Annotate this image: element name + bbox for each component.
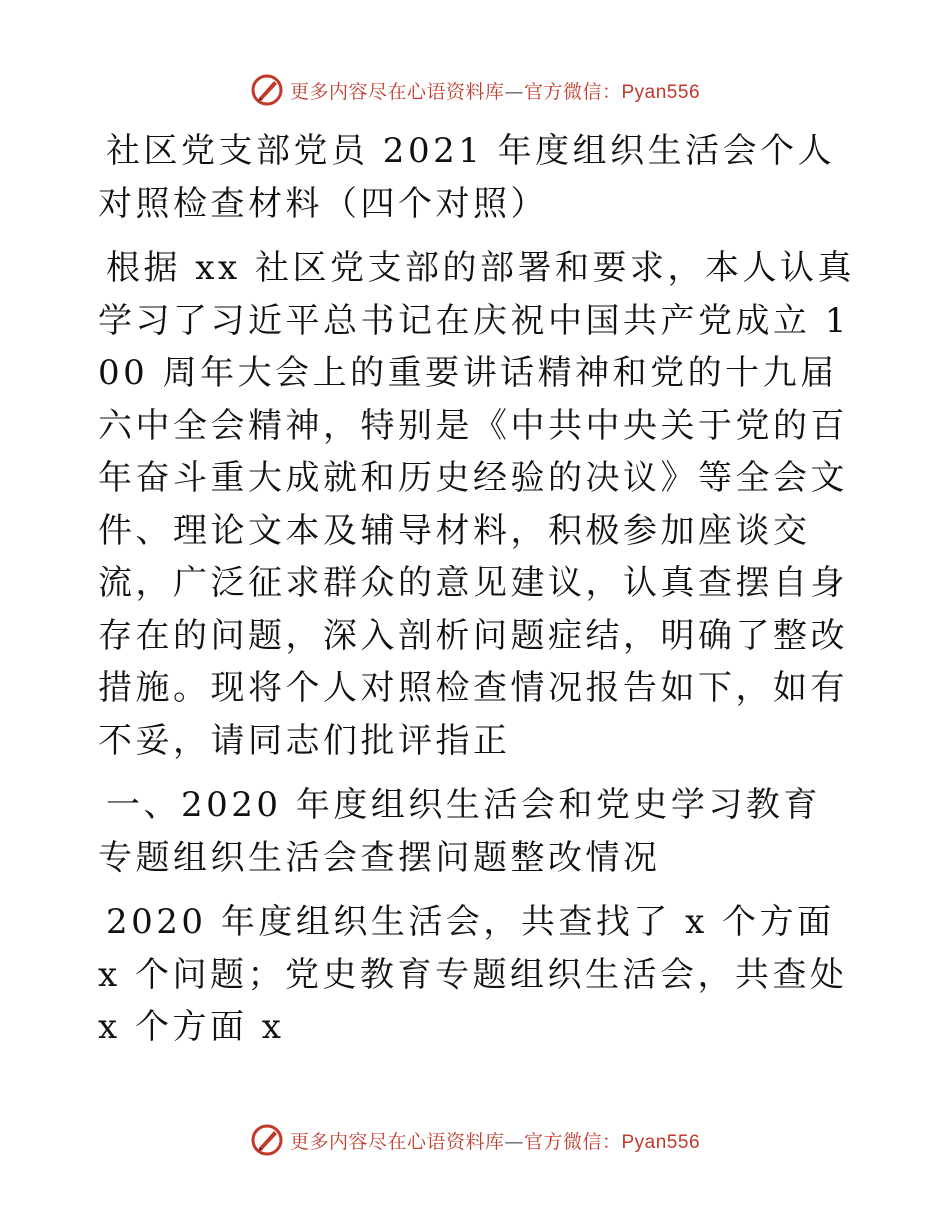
- document-body: [98, 125, 858, 1054]
- banner-separator: —: [504, 80, 524, 103]
- section-1-heading: 一、2020 年度组织生活会和党史学习教育专题组织生活会查摆问题整改情况: [98, 785, 821, 878]
- section-1-body: 2020 年度组织生活会，共查找了 x 个方面 x 个问题；党史教育专题组织生活会，共查处 x 个方面 x: [98, 902, 848, 1047]
- header-banner: [0, 70, 950, 110]
- footer-banner: [0, 1120, 950, 1160]
- intro-paragraph: 根据 xx 社区党支部的部署和要求，本人认真学习了习近平总书记在庆祝中国共产党成立 100 周年大会上的重要讲话精神和党的十九届六中全会精神，特别是《中共中央关于党的百年奋斗重大成就和历史经验的决议》等全会文件、理论文本及辅导材料，积极参加座谈交流，广泛征求群众的意见建议，认真查摆自身存在的问题，深入剖析问题症结，明确了整改措施。现将个人对照检查情况报告如下，如有不妥，请同志们批评指正: [98, 248, 855, 761]
- document-title: 社区党支部党员 2021 年度组织生活会个人对照检查材料（四个对照）: [98, 131, 836, 224]
- banner-wechat-id: Pyan556: [621, 81, 701, 103]
- banner-text: [290, 1127, 700, 1154]
- banner-wechat-label: 官方微信：: [523, 80, 622, 103]
- quill-pen-logo-icon: [250, 1123, 284, 1157]
- banner-text: [290, 77, 700, 104]
- banner-main-text: 更多内容尽在心语资料库: [289, 80, 505, 103]
- quill-pen-logo-icon: [250, 73, 284, 107]
- banner-main-text: 更多内容尽在心语资料库: [289, 1130, 505, 1153]
- banner-wechat-id: Pyan556: [621, 1131, 701, 1153]
- banner-separator: —: [504, 1130, 524, 1153]
- banner-wechat-label: 官方微信：: [523, 1130, 622, 1153]
